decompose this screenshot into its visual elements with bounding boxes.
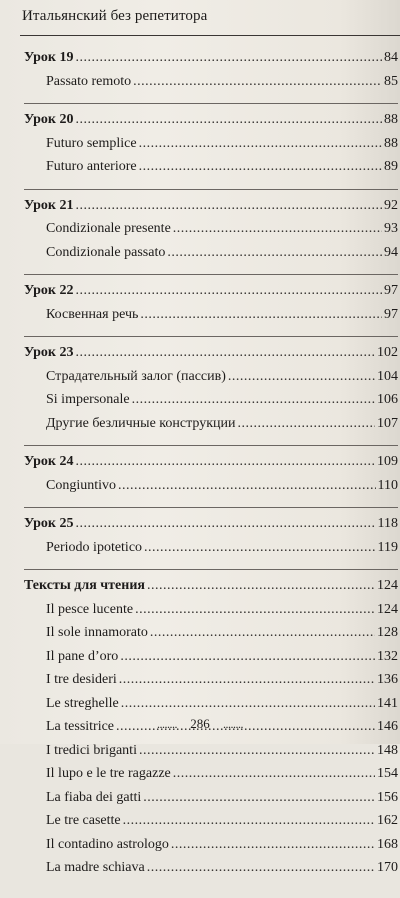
toc-chapter-row[interactable]	[24, 283, 398, 307]
toc-entry-title: Le tre casette	[46, 813, 121, 828]
toc-page-number: 132	[377, 648, 398, 664]
toc-item-row[interactable]	[24, 159, 398, 183]
toc-entry-title: Il lupo e le tre ragazze	[46, 766, 171, 781]
toc-entry-title: Тексты для чтения	[24, 578, 145, 593]
toc-page-number: 89	[384, 159, 398, 174]
toc-entry-title: Condizionale presente	[46, 221, 171, 236]
dot-leader	[75, 454, 375, 470]
toc-item-row[interactable]	[24, 766, 398, 790]
toc-chapter-row[interactable]	[24, 198, 398, 222]
dot-leader	[173, 221, 382, 237]
toc-item-row[interactable]	[24, 743, 398, 767]
toc-entry-title: Урок 22	[24, 283, 74, 298]
toc-entry-title: La madre schiava	[46, 860, 145, 875]
footer-ornament-right: ........	[223, 717, 243, 731]
dot-leader	[139, 136, 382, 152]
dot-leader	[228, 369, 375, 385]
toc-entry-title: I tre desideri	[46, 672, 117, 687]
toc-item-row[interactable]	[24, 307, 398, 331]
toc-item-row[interactable]	[24, 416, 398, 440]
toc-entry-title: Condizionale passato	[46, 244, 166, 260]
toc-entry-title: Урок 25	[24, 516, 74, 531]
toc-page-number: 92	[384, 197, 398, 213]
toc-page-number: 97	[384, 306, 398, 322]
toc-section	[24, 454, 398, 508]
toc-page-number: 104	[377, 368, 398, 384]
toc-page-number: 107	[377, 415, 398, 431]
toc-page-number: 110	[377, 477, 398, 493]
toc-section	[24, 345, 398, 446]
toc-entry-title: La tessitrice	[46, 719, 115, 734]
toc-entry-title: Il contadino astrologo	[46, 836, 169, 852]
dot-leader	[121, 696, 375, 712]
toc-item-row[interactable]	[24, 74, 398, 98]
toc-entry-title: Другие безличные конструкции	[46, 415, 236, 431]
dot-leader	[140, 307, 382, 323]
toc-item-row[interactable]	[24, 813, 398, 837]
toc-page-number: 128	[377, 625, 398, 640]
toc-entry-title: Косвенная речь	[46, 306, 139, 322]
toc-chapter-row[interactable]	[24, 50, 398, 74]
toc-page-number: 88	[384, 112, 398, 127]
dot-leader	[75, 198, 382, 214]
toc-page-number: 102	[377, 345, 398, 360]
toc-entry-title: Il pane d’oro	[46, 648, 119, 664]
toc-entry-title: Futuro anteriore	[46, 159, 137, 174]
toc-page-number: 168	[377, 836, 398, 852]
toc-item-row[interactable]	[24, 602, 398, 626]
toc-item-row[interactable]	[24, 649, 398, 673]
toc-section	[24, 198, 398, 276]
toc-page-number: 148	[377, 742, 398, 758]
toc-page-number: 106	[377, 392, 398, 407]
toc-page-number: 85	[384, 73, 398, 89]
toc-section	[24, 578, 398, 890]
dot-leader	[123, 813, 375, 829]
toc-page-number: 170	[377, 860, 398, 875]
header-rule	[20, 35, 400, 36]
toc-entry-title: Il sole innamorato	[46, 625, 148, 640]
dot-leader	[133, 74, 382, 90]
dot-leader	[75, 516, 375, 532]
toc-item-row[interactable]	[24, 369, 398, 393]
dot-leader	[147, 578, 375, 594]
dot-leader	[147, 860, 375, 876]
dot-leader	[75, 345, 375, 361]
toc-page-number: 119	[377, 539, 398, 555]
dot-leader	[119, 672, 375, 688]
dot-leader	[144, 540, 375, 556]
toc-page-number: 94	[384, 244, 398, 260]
toc-item-row[interactable]	[24, 860, 398, 884]
toc-page-number: 154	[377, 766, 398, 781]
toc-page-number: 124	[377, 601, 398, 617]
toc-entry-title: Урок 19	[24, 50, 74, 65]
footer-ornament-left: ........	[157, 717, 177, 731]
toc-entry-title: Урок 23	[24, 345, 74, 360]
toc-item-row[interactable]	[24, 136, 398, 160]
toc-entry-title: Урок 20	[24, 112, 74, 127]
dot-leader	[237, 416, 375, 432]
toc-item-row[interactable]	[24, 672, 398, 696]
toc-page-number: 124	[377, 578, 398, 593]
toc-entry-title: La fiaba dei gatti	[46, 789, 142, 805]
toc-item-row[interactable]	[24, 478, 398, 502]
dot-leader	[139, 159, 382, 175]
toc-section	[24, 50, 398, 104]
dot-leader	[75, 112, 382, 128]
page-number: 286	[190, 716, 210, 731]
toc-page-number: 141	[377, 695, 398, 711]
dot-leader	[143, 790, 375, 806]
toc-entry-title: Урок 24	[24, 454, 74, 469]
toc-chapter-row[interactable]	[24, 454, 398, 478]
dot-leader	[171, 837, 375, 853]
toc-chapter-row[interactable]	[24, 578, 398, 602]
toc-page-number: 93	[384, 221, 398, 236]
dot-leader	[118, 478, 376, 494]
toc-entry-title: Congiuntivo	[46, 477, 117, 493]
table-of-contents	[24, 50, 398, 898]
toc-item-row[interactable]	[24, 790, 398, 814]
toc-page-number: 88	[384, 135, 398, 151]
toc-page-number: 84	[384, 50, 398, 65]
toc-entry-title: Si impersonale	[46, 392, 130, 407]
dot-leader	[120, 649, 375, 665]
toc-chapter-row[interactable]	[24, 112, 398, 136]
toc-section	[24, 112, 398, 190]
running-head: Итальянский без репетитора	[22, 8, 208, 24]
toc-page-number: 136	[377, 672, 398, 687]
toc-entry-title: Le streghelle	[46, 695, 119, 711]
toc-entry-title: Урок 21	[24, 197, 74, 213]
dot-leader	[167, 245, 382, 261]
toc-item-row[interactable]	[24, 221, 398, 245]
toc-entry-title: Страдательный залог (пассив)	[46, 368, 226, 384]
toc-page-number: 97	[384, 283, 398, 298]
dot-leader	[173, 766, 375, 782]
toc-entry-title: Futuro semplice	[46, 135, 137, 151]
toc-chapter-row[interactable]	[24, 516, 398, 540]
toc-item-row[interactable]	[24, 625, 398, 649]
dot-leader	[139, 743, 375, 759]
toc-page-number: 162	[377, 813, 398, 828]
dot-leader	[150, 625, 375, 641]
toc-item-row[interactable]	[24, 245, 398, 269]
toc-item-row[interactable]	[24, 837, 398, 861]
dot-leader	[132, 392, 375, 408]
toc-page-number: 118	[377, 516, 398, 531]
page-footer	[0, 716, 400, 732]
toc-section	[24, 283, 398, 337]
toc-entry-title: I tredici briganti	[46, 742, 137, 758]
toc-item-row[interactable]	[24, 392, 398, 416]
toc-page-number: 156	[377, 789, 398, 805]
toc-entry-title: Il pesce lucente	[46, 601, 134, 617]
dot-leader	[75, 283, 382, 299]
dot-leader	[75, 50, 382, 66]
toc-item-row[interactable]	[24, 540, 398, 564]
dot-leader	[135, 602, 375, 618]
toc-chapter-row[interactable]	[24, 345, 398, 369]
toc-page-number: 109	[377, 454, 398, 469]
toc-page-number: 146	[377, 719, 398, 734]
toc-entry-title: Passato remoto	[46, 73, 132, 89]
toc-entry-title: Periodo ipotetico	[46, 539, 143, 555]
toc-section	[24, 516, 398, 570]
